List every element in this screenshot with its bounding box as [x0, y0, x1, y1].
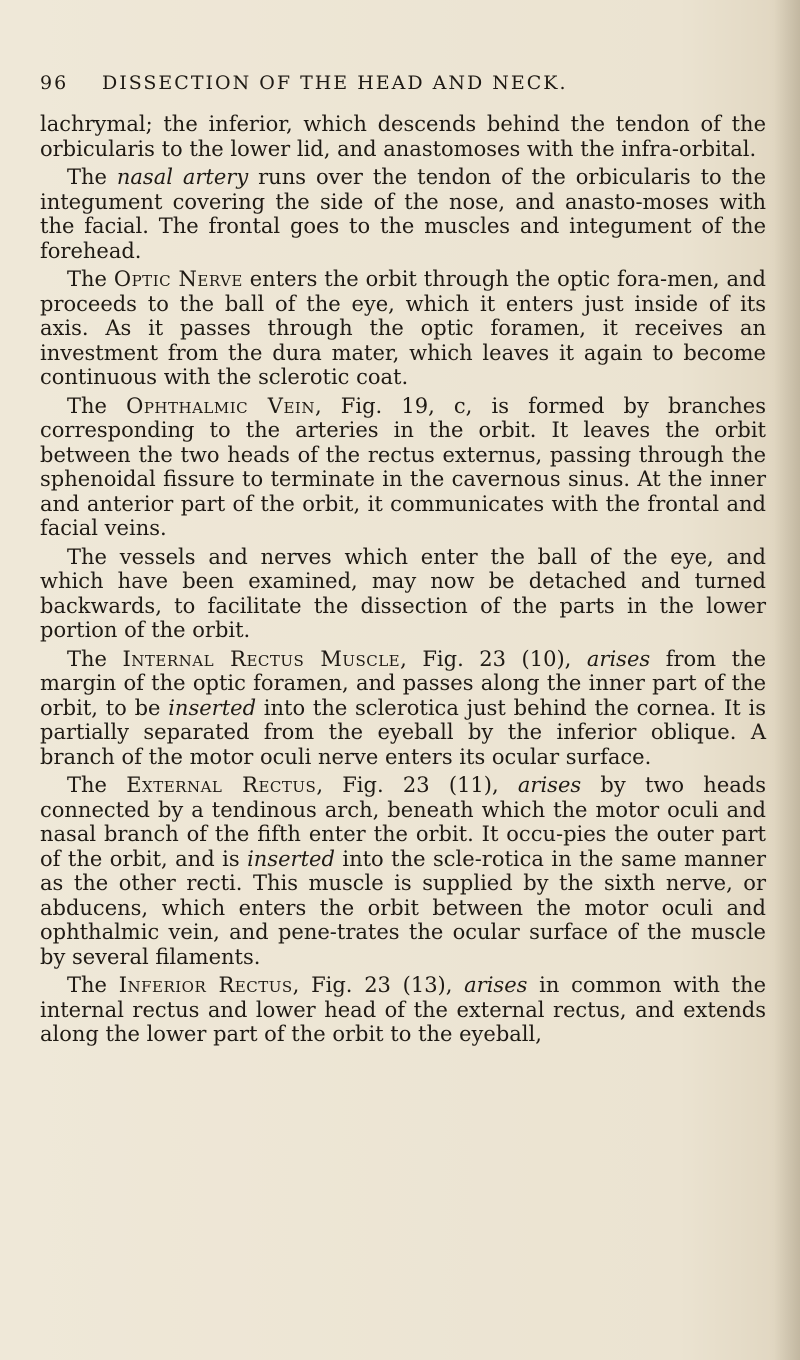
heading-ophthalmic-vein: Ophthalmic Vein	[126, 393, 315, 418]
page-header	[40, 72, 760, 104]
heading-internal-rectus: Internal Rectus Muscle	[122, 646, 401, 671]
paragraph-nasal-artery: The nasal artery runs over the tendon of the orbicularis to the integument covering the side of the nose, and anasto-moses with the facial. The frontal goes to the muscles and integument of the forehead.	[40, 165, 766, 263]
paragraph-vessels-nerves: The vessels and nerves which enter the ball of the eye, and which have been examined, may now be detached and turned backwards, to facilitate the dissection of the parts in the lower portion of the orbit.	[40, 544, 766, 642]
running-title: DISSECTION OF THE HEAD AND NECK.	[102, 72, 568, 94]
term-nasal-artery: nasal artery	[116, 165, 249, 189]
paragraph-internal-rectus: The Internal Rectus Muscle, Fig. 23 (10), arises from the margin of the optic foramen, and passes along the inner part of the orbit, to be inserted into the sclerotica just behind the cornea. It is partially separated from the eyeball by the inferior oblique. A branch of the motor oculi nerve enters its ocular surface.	[40, 646, 766, 769]
paragraph-lachrymal: lachrymal; the inferior, which descends behind the tendon of the orbicularis to the lower lid, and anastomoses with the infra-orbital.	[40, 112, 766, 161]
paragraph-inferior-rectus: The Inferior Rectus, Fig. 23 (13), arises in common with the internal rectus and lower head of the external rectus, and extends along the lower part of the orbit to the eyeball,	[40, 973, 766, 1046]
heading-inferior-rectus: Inferior Rectus	[118, 973, 293, 997]
page-edge-shadow	[774, 0, 800, 1360]
page-number: 96	[40, 72, 69, 94]
heading-external-rectus: External Rectus	[126, 773, 317, 797]
paragraph-external-rectus: The External Rectus, Fig. 23 (11), arises by two heads connected by a tendinous arch, beneath which the motor oculi and nasal branch of the fifth enter the orbit. It occu-pies the outer part of the orbit, and is inserted into the scle-rotica in the same manner as the other recti. This muscle is supplied by the sixth nerve, or abducens, which enters the orbit between the motor oculi and ophthalmic vein, and pene-trates the ocular surface of the muscle by several filaments.	[40, 773, 766, 969]
body-text	[40, 112, 766, 1051]
paragraph-optic-nerve: The Optic Nerve enters the orbit through the optic fora-men, and proceeds to the ball of the eye, which it enters just inside of its axis. As it passes through the optic foramen, it receives an investment from the dura mater, which leaves it again to become continuous with the sclerotic coat.	[40, 267, 766, 389]
paragraph-ophthalmic-vein: The Ophthalmic Vein, Fig. 19, c, is formed by branches corresponding to the arteries in the orbit. It leaves the orbit between the two heads of the rectus externus, passing through the sphenoidal fissure to terminate in the cavernous sinus. At the inner and anterior part of the orbit, it communicates with the frontal and facial veins.	[40, 393, 767, 540]
heading-optic-nerve: Optic Nerve	[113, 267, 243, 291]
